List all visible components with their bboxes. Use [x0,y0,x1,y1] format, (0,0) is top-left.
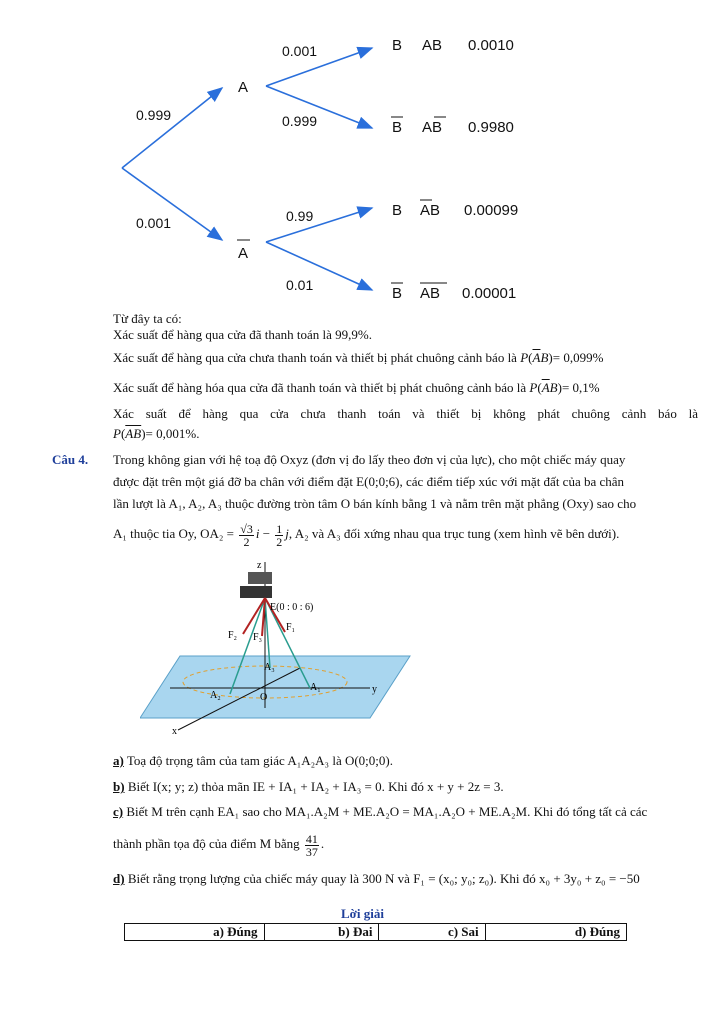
tripod-figure [140,558,420,738]
question-sentence-2: được đặt trên một giá đỡ ba chân với điểm đặt E(0;0;6), các điểm tiếp xúc với mặt đất của ba chân [113,474,625,489]
point-a1-label: A₁ [310,682,321,693]
outcome-event: AB [420,202,441,219]
outcome-prob: 0.00001 [462,285,517,302]
node-a: A [238,79,249,96]
outcome-prob: 0.9980 [468,119,514,136]
solution-line-4: Xác suất để hàng qua cửa chưa thanh toán và thiết bị không phát chuông cảnh báo là [113,406,698,421]
prob-label: 0.001 [282,43,318,59]
tree-edge [266,242,372,290]
point-a3-label: A₃ [264,662,275,673]
force-f2-label: F₂ [228,630,238,641]
outcome-b: B [392,37,403,54]
origin-label: O [260,692,268,703]
axis-z-label: z [257,560,262,571]
item-c-cont: thành phần tọa độ của điểm M bằng $\frac{41}{37}$ . [113,831,325,859]
point-e-label: E(0 : 0 : 6) [270,602,314,613]
solution-line-3: Xác suất để hàng hóa qua cửa đã thanh toán và thiết bị phát chuông cảnh báo là $P(\overline{A}B)= 0,1\%$ [113,380,600,395]
answer-table [124,923,627,941]
outcome-b: B [392,119,403,136]
probability-tree [110,28,550,308]
item-a: a) Toạ độ trọng tâm của tam giác A₁A₂A₃ là O(0;0;0). [113,753,393,768]
question-sentence-3: lần lượt là A₁, A₂, A₃ thuộc đường tròn tâm O bán kính bằng 1 và nằm trên mặt phẳng (Oxy) sao cho [113,496,637,511]
question-sentence-1: Trong không gian với hệ toạ độ Oxyz (đơn vị đo lấy theo đơn vị của lực), cho một chiếc máy quay [113,452,626,467]
prob-label: 0.99 [286,208,314,224]
prob-label: 0.999 [136,107,172,123]
outcome-b: B [392,285,403,302]
solution-heading: Lời giải [341,906,384,921]
solution-line-1: Xác suất để hàng qua cửa đã thanh toán là 99,9%. [113,327,373,342]
outcome-b: B [392,202,403,219]
question-label: Câu 4. [52,452,89,467]
question-sentence-4: A₁ thuộc tia Oy, OA₂ = $\frac{√3}{2}$ i − $\frac{1}{2}$ j, A₂ và A₃ đối xứng nhau qua trục tung (xem hình vẽ bên dưới). [113,521,620,549]
answer-cell: a) Đúng [125,924,265,941]
outcome-event: AB [420,285,441,302]
node-a-bar: A [238,245,249,262]
item-b: b) Biết I(x; y; z) thỏa mãn IE + IA₁ + IA₂ + IA₃ = 0. Khi đó x + y + 2z = 3. [113,779,504,794]
outcome-prob: 0.00099 [464,202,519,219]
solution-line-2: Xác suất để hàng qua cửa chưa thanh toán và thiết bị phát chuông cảnh báo là $P(\overline{A}B)= 0,099\%$ [113,350,604,365]
answer-cell: d) Đúng [485,924,626,941]
answer-cell: c) Sai [379,924,485,941]
axis-x-label: x [172,726,177,737]
outcome-event: AB [422,119,443,136]
point-a2-label: A₂ [210,690,221,701]
item-c: c) Biết M trên cạnh EA₁ sao cho MA₁.A₂M + ME.A₂O = MA₁.A₂O + ME.A₂M. Khi đó tổng tất cả các [113,804,648,819]
item-d: d) Biết rằng trọng lượng của chiếc máy quay là 300 N và F₁ = (x₀; y₀; z₀). Khi đó x₀ + 3y₀ + z₀ = −50 [113,871,640,886]
answer-cell: b) Đai [264,924,379,941]
tree-edge [122,88,222,168]
solution-intro: Từ đây ta có: [113,311,182,326]
force-f1-label: F₁ [286,622,296,633]
force-f3-label: F₃ [253,632,263,643]
solution-line-4-value: $P(\overline{AB})= 0,001\%$. [113,426,200,441]
prob-label: 0.999 [282,113,318,129]
outcome-prob: 0.0010 [468,37,514,54]
outcome-event: AB [422,37,443,54]
prob-label: 0.001 [136,215,172,231]
prob-label: 0.01 [286,277,314,293]
tree-edge [266,208,372,242]
axis-y-label: y [372,684,377,695]
